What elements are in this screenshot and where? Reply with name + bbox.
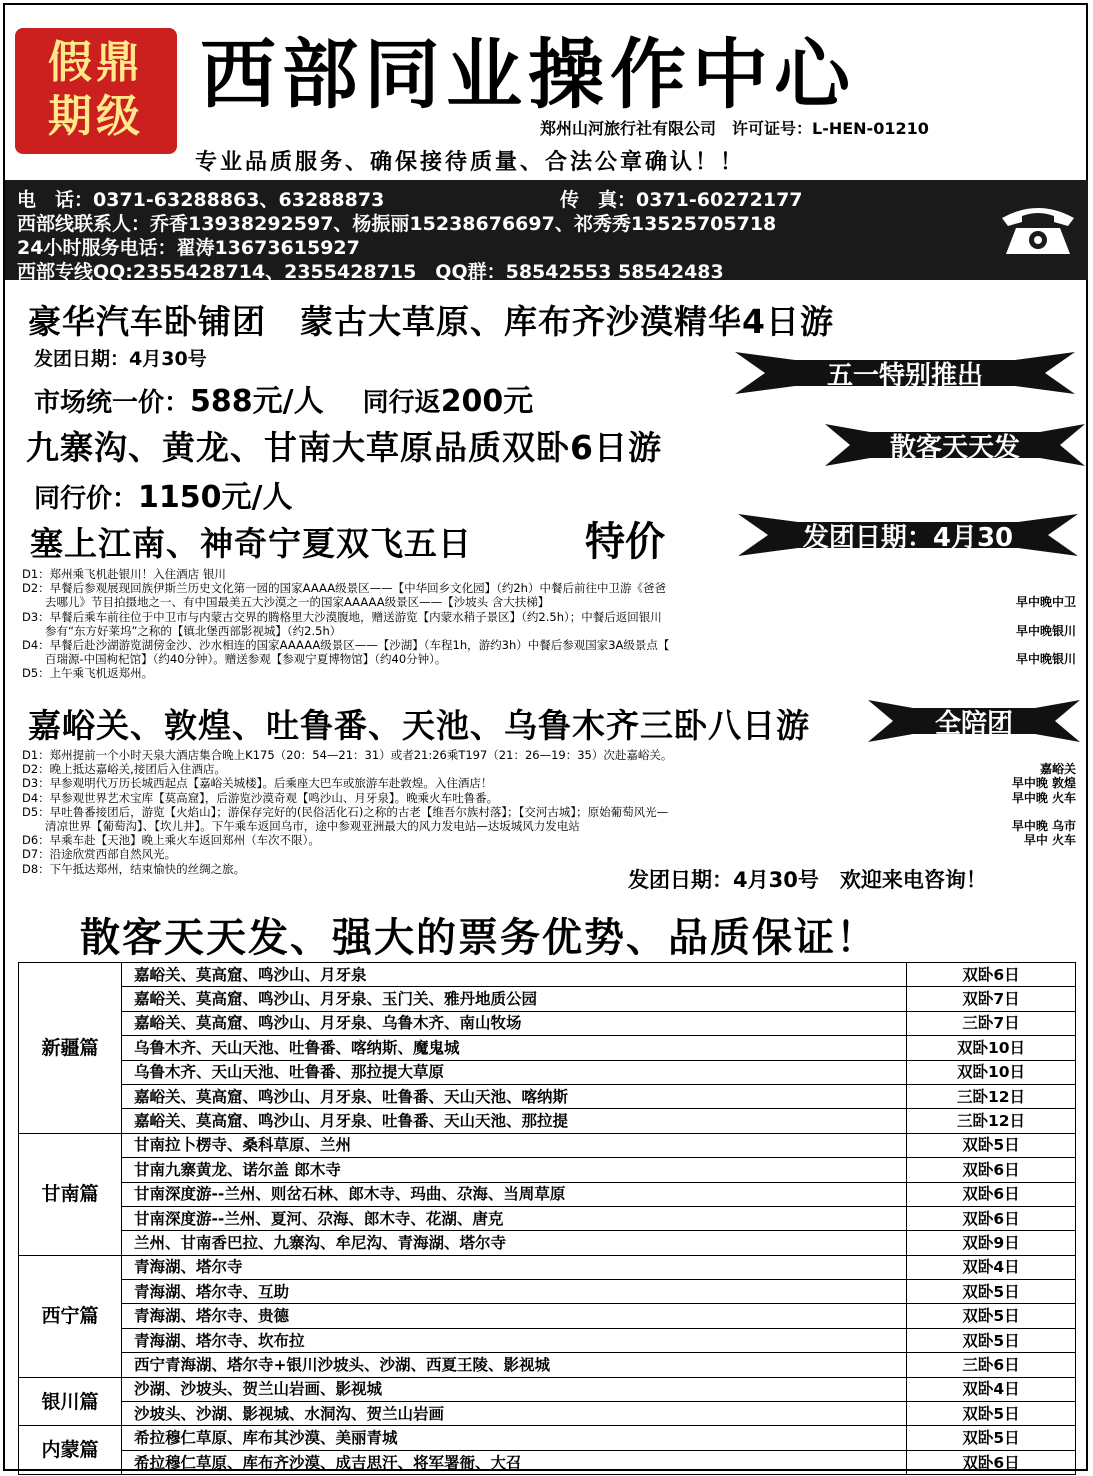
itinerary-row	[22, 652, 1080, 666]
tour4-banner-text: 全陪团	[934, 708, 1013, 739]
duration-cell: 双卧5日	[907, 1402, 1076, 1426]
itinerary-row	[22, 847, 1080, 861]
duration-cell: 双卧5日	[907, 1280, 1076, 1304]
route-cell: 兰州、甘南香巴拉、九寨沟、牟尼沟、青海湖、塔尔寺	[122, 1231, 907, 1255]
duration-cell: 双卧6日	[907, 963, 1076, 987]
route-cell: 甘南深度游--兰州、则岔石林、郎木寺、玛曲、尕海、当周草原	[122, 1182, 907, 1206]
slogan: 专业品质服务、确保接待质量、合法公章确认！！	[195, 150, 746, 175]
duration-cell: 双卧4日	[907, 1255, 1076, 1279]
itinerary-text: 去哪儿》节目拍摄地之一、有中国最美五大沙漠之一的国家AAAAA级景区——【沙坡头 含大扶梯】	[22, 595, 550, 610]
tour1-date: 发团日期：4月30号	[34, 348, 207, 370]
itinerary-row	[22, 819, 1080, 833]
duration-cell: 三卧12日	[907, 1109, 1076, 1133]
tour2-price-row	[34, 472, 292, 516]
itinerary-text: D4：早餐后赴沙湖游览湖傍金沙、沙水相连的国家AAAAA级景区——【沙湖】（车程1h，游约3h）中餐后参观国家3A级景点【	[22, 638, 670, 653]
table-row	[19, 1036, 1076, 1060]
tour3-banner	[738, 510, 1078, 560]
section-label: 银川篇	[19, 1377, 122, 1426]
duration-cell: 双卧6日	[907, 1158, 1076, 1182]
itinerary-row	[22, 776, 1080, 790]
table-row	[19, 1011, 1076, 1035]
table-row	[19, 1280, 1076, 1304]
tour4-banner	[868, 696, 1080, 746]
duration-cell: 双卧6日	[907, 1450, 1076, 1474]
route-cell: 甘南九寨黄龙、诺尔盖 郎木寺	[122, 1158, 907, 1182]
route-cell: 乌鲁木齐、天山天池、吐鲁番、喀纳斯、魔鬼城	[122, 1036, 907, 1060]
route-cell: 沙湖、沙坡头、贺兰山岩画、影视城	[122, 1377, 907, 1401]
tour2-price: 1150元/人	[138, 480, 293, 515]
duration-cell: 三卧6日	[907, 1353, 1076, 1377]
table-row	[19, 1182, 1076, 1206]
table-row	[19, 1133, 1076, 1157]
contacts-line: 西部线联系人：乔香13938292597、杨振丽15238676697、祁秀秀13525705718	[17, 213, 777, 235]
route-cell: 青海湖、塔尔寺	[122, 1255, 907, 1279]
table-row	[19, 1450, 1076, 1474]
itinerary-text: D4：早参观世界艺术宝库【莫高窟】，后游览沙漠奇观【鸣沙山、月牙泉】。晚乘火车吐鲁番。	[22, 790, 499, 805]
itinerary-text: D5：上午乘飞机返郑州。	[22, 666, 154, 681]
duration-cell: 三卧7日	[907, 1011, 1076, 1035]
tour1-price-label: 市场统一价：	[34, 388, 191, 418]
tour2-title: 九寨沟、黄龙、甘南大草原品质双卧6日游	[26, 428, 662, 467]
headline: 散客天天发、强大的票务优势、品质保证！	[80, 915, 878, 961]
duration-cell: 双卧5日	[907, 1304, 1076, 1328]
itinerary-row	[22, 638, 1080, 652]
itinerary-text: 清凉世界【葡萄沟】、【坎儿井】。下午乘车返回乌市，途中参观亚洲最大的风力发电站—达坂城风力发电站	[22, 819, 580, 834]
itinerary-row	[22, 748, 1080, 762]
table-row	[19, 1060, 1076, 1084]
table-row	[19, 1328, 1076, 1352]
table-row	[19, 1084, 1076, 1108]
duration-cell: 双卧10日	[907, 1036, 1076, 1060]
table-row	[19, 1255, 1076, 1279]
itinerary-text: D3：早餐后乘车前往位于中卫市与内蒙古交界的腾格里大沙漠腹地，赠送游览【内蒙水稍子景区】（约2.5h）；中餐后返回银川	[22, 609, 662, 624]
tour3-title: 塞上江南、神奇宁夏双飞五日	[30, 524, 472, 563]
itinerary-text: D8：下午抵达郑州，结束愉快的丝绸之旅。	[22, 861, 246, 876]
itinerary-row	[22, 762, 1080, 776]
section-label: 新疆篇	[19, 963, 122, 1134]
tour1-banner-text: 五一特别推出	[826, 360, 983, 391]
duration-cell: 双卧6日	[907, 1182, 1076, 1206]
route-cell: 青海湖、塔尔寺、坎布拉	[122, 1328, 907, 1352]
route-cell: 甘南拉卜楞寺、桑科草原、兰州	[122, 1133, 907, 1157]
duration-cell: 双卧10日	[907, 1060, 1076, 1084]
duration-cell: 双卧5日	[907, 1133, 1076, 1157]
tour1-banner	[735, 348, 1075, 398]
table-row	[19, 1109, 1076, 1133]
itinerary-meal: 早中晚银川	[1015, 623, 1076, 638]
table-row	[19, 1158, 1076, 1182]
tour1-rebate: 200元	[440, 384, 534, 419]
route-cell: 乌鲁木齐、天山天池、吐鲁番、那拉提大草原	[122, 1060, 907, 1084]
qq-line: 西部专线QQ:2355428714、2355428715 QQ群：58542553 58542483	[17, 261, 724, 283]
duration-cell: 双卧6日	[907, 1206, 1076, 1230]
duration-cell: 双卧5日	[907, 1426, 1076, 1450]
itinerary-meal: 早中晚银川	[1015, 652, 1076, 667]
route-cell: 嘉峪关、莫高窟、鸣沙山、月牙泉	[122, 963, 907, 987]
routes-table	[18, 962, 1076, 1475]
itinerary-text: D1：郑州乘飞机赴银川！入住酒店 银川	[22, 567, 226, 581]
table-row	[19, 1402, 1076, 1426]
route-cell: 甘南深度游--兰州、夏河、尕海、郎木寺、花湖、唐克	[122, 1206, 907, 1230]
route-cell: 青海湖、塔尔寺、贵德	[122, 1304, 907, 1328]
itinerary-meal: 早中晚中卫	[1015, 595, 1076, 610]
route-cell: 嘉峪关、莫高窟、鸣沙山、月牙泉、吐鲁番、天山天池、那拉提	[122, 1109, 907, 1133]
route-cell: 沙坡头、沙湖、影视城、水洞沟、贺兰山岩画	[122, 1402, 907, 1426]
tour1-price: 588元/人	[190, 384, 324, 419]
tour4-title: 嘉峪关、敦煌、吐鲁番、天池、乌鲁木齐三卧八日游	[28, 706, 810, 745]
itinerary-meal: 早中 火车	[1023, 833, 1076, 848]
table-row	[19, 1231, 1076, 1255]
route-cell: 希拉穆仁草原、库布其沙漠、美丽青城	[122, 1426, 907, 1450]
tour1-rebate-label: 同行返	[362, 388, 441, 418]
service-line: 24小时服务电话：翟涛13673615927	[17, 237, 360, 259]
route-cell: 嘉峪关、莫高窟、鸣沙山、月牙泉、乌鲁木齐、南山牧场	[122, 1011, 907, 1035]
logo-badge	[15, 28, 177, 154]
tour1-title: 豪华汽车卧铺团 蒙古大草原、库布齐沙漠精华4日游	[28, 302, 834, 341]
phone-line: 电 话：0371-63288863、63288873	[17, 189, 385, 211]
itinerary-meal: 早中晚 敦煌	[1011, 776, 1076, 791]
route-cell: 嘉峪关、莫高窟、鸣沙山、月牙泉、玉门关、雅丹地质公园	[122, 987, 907, 1011]
itinerary-text: 参有“东方好莱坞”之称的【镇北堡西部影视城】（约2.5h）	[22, 623, 342, 638]
table-row	[19, 987, 1076, 1011]
itinerary-text: D1：郑州提前一个小时天泉大酒店集合晚上K175（20：54—21：31）或者21:26乘T197（21：26—19：35）次赴嘉峪关。	[22, 748, 673, 762]
itinerary-row	[22, 805, 1080, 819]
tour3-tag: 特价	[585, 519, 665, 565]
itinerary-row	[22, 610, 1080, 624]
section-label: 内蒙篇	[19, 1426, 122, 1475]
duration-cell: 双卧5日	[907, 1328, 1076, 1352]
itinerary-row	[22, 624, 1080, 638]
itinerary-text: 百瑞源-中国枸杞馆】（约40分钟）。赠送参观【参观宁夏博物馆】（约40分钟）。	[22, 652, 447, 667]
itinerary-meal: 嘉峪关	[1039, 762, 1076, 777]
itinerary-text: D2：早餐后参观展现回族伊斯兰历史文化第一园的国家AAAA级景区——【中华回乡文化园】（约2h）中餐后前往中卫游《爸爸	[22, 581, 666, 596]
tour4-itinerary	[22, 748, 1080, 876]
table-row	[19, 1426, 1076, 1450]
route-cell: 嘉峪关、莫高窟、鸣沙山、月牙泉、吐鲁番、天山天池、喀纳斯	[122, 1084, 907, 1108]
itinerary-text: D6：早乘车赴【天池】晚上乘火车返回郑州（车次不限）。	[22, 833, 320, 848]
tour2-price-label: 同行价：	[34, 484, 139, 514]
table-row	[19, 1353, 1076, 1377]
duration-cell: 双卧7日	[907, 987, 1076, 1011]
section-label: 甘南篇	[19, 1133, 122, 1255]
brand-title: 西部同业操作中心	[200, 30, 856, 119]
tour3-banner-text: 发团日期：4月30	[802, 522, 1014, 553]
tour4-footer: 发团日期：4月30号 欢迎来电咨询！	[628, 868, 987, 892]
route-cell: 西宁青海湖、塔尔寺+银川沙坡头、沙湖、西夏王陵、影视城	[122, 1353, 907, 1377]
table-row	[19, 1304, 1076, 1328]
tour2-banner	[825, 420, 1085, 470]
itinerary-row	[22, 567, 1080, 581]
tour1-price-row	[34, 376, 533, 420]
table-row	[19, 1377, 1076, 1401]
table-row	[19, 1206, 1076, 1230]
itinerary-text: D2：晚上抵达嘉峪关,接团后入住酒店。	[22, 762, 226, 777]
itinerary-row	[22, 581, 1080, 595]
badge-line-1: 假鼎	[48, 37, 144, 88]
itinerary-row	[22, 595, 1080, 609]
section-label: 西宁篇	[19, 1255, 122, 1377]
route-cell: 希拉穆仁草原、库布齐沙漠、成吉思汗、将军署衙、大召	[122, 1450, 907, 1474]
table-row	[19, 963, 1076, 987]
itinerary-text: D3：早参观明代万历长城西起点【嘉峪关城楼】。后乘座大巴车或旅游车赴敦煌。入住酒店！	[22, 776, 493, 791]
tour2-banner-text: 散客天天发	[889, 432, 1020, 463]
tour3-itinerary	[22, 567, 1080, 681]
itinerary-meal: 早中晚 乌市	[1011, 819, 1076, 834]
company-license: 郑州山河旅行社有限公司 许可证号：L-HEN-01210	[540, 119, 929, 138]
duration-cell: 双卧9日	[907, 1231, 1076, 1255]
route-cell: 青海湖、塔尔寺、互助	[122, 1280, 907, 1304]
itinerary-row	[22, 791, 1080, 805]
duration-cell: 双卧4日	[907, 1377, 1076, 1401]
duration-cell: 三卧12日	[907, 1084, 1076, 1108]
itinerary-text: D7：沿途欣赏西部自然风光。	[22, 847, 177, 862]
itinerary-meal: 早中晚 火车	[1011, 790, 1076, 805]
itinerary-text: D5：早吐鲁番接团后，游览【火焰山】；游保存完好的(民俗活化石)之称的古老【维吾尔族村落】；【交河古城】；原始葡萄风光—	[22, 804, 669, 819]
badge-line-2: 期级	[48, 91, 144, 142]
itinerary-row	[22, 666, 1080, 680]
itinerary-row	[22, 833, 1080, 847]
telephone-icon	[998, 202, 1078, 258]
contact-band	[5, 180, 1088, 283]
fax-line: 传 真：0371-60272177	[560, 189, 803, 211]
